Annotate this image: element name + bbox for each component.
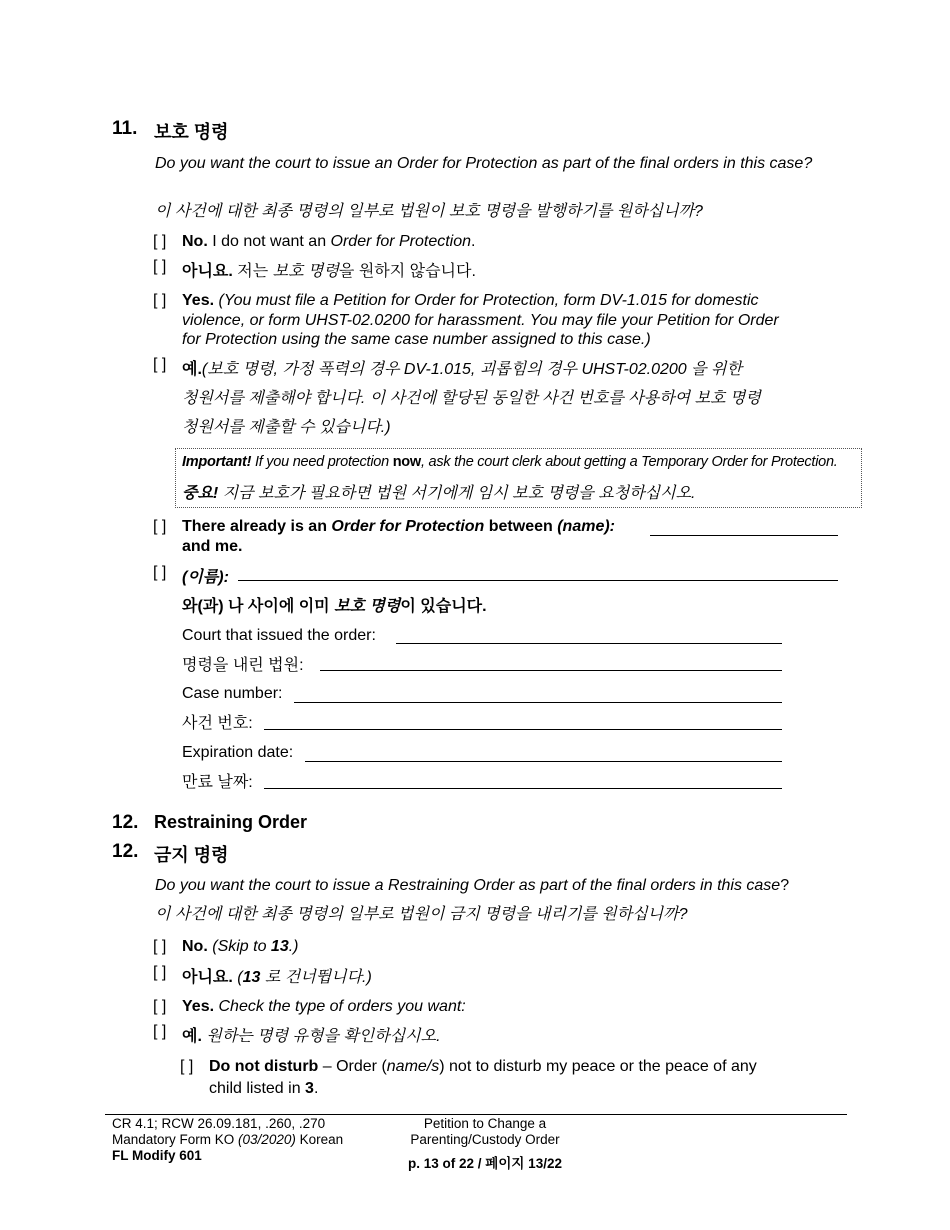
- option-12-do-not-disturb-line2: child listed in 3.: [209, 1080, 319, 1097]
- option-11-already-ko: 와(과) 나 사이에 이미 보호 명령이 있습니다.: [182, 598, 487, 615]
- court-label-en: Court that issued the order:: [182, 627, 376, 644]
- case-label-ko: 사건 번호:: [182, 715, 253, 732]
- expiration-field-en[interactable]: [305, 761, 782, 762]
- option-11-no-ko: 아니요. 저는 보호 명령을 원하지 않습니다.: [182, 263, 476, 280]
- section-11-number: 11.: [112, 118, 138, 139]
- expiration-label-en: Expiration date:: [182, 744, 294, 761]
- footer-form-id: FL Modify 601: [112, 1148, 202, 1163]
- court-label-ko: 명령을 내린 법원:: [182, 657, 304, 674]
- footer-center-line2: Parenting/Custody Order: [410, 1132, 560, 1147]
- important-notice-ko: 중요! 지금 보호가 필요하면 법원 서기에게 임시 보호 명령을 요청하십시오.: [182, 485, 696, 502]
- expiration-label-ko: 만료 날짜:: [182, 774, 253, 791]
- section-12-title-ko: 금지 명령: [154, 845, 229, 865]
- option-11-already-ko-name: (이름):: [182, 569, 229, 586]
- checkbox-12-no-en[interactable]: [ ]: [153, 938, 167, 955]
- section-12-question-en: Do you want the court to issue a Restraining Order as part of the final orders in this case?: [155, 877, 790, 894]
- option-11-yes-ko-line3: 청원서를 제출할 수 있습니다.): [182, 419, 391, 436]
- checkbox-12-no-ko[interactable]: [ ]: [153, 964, 167, 981]
- checkbox-11-no-ko[interactable]: [ ]: [153, 258, 167, 275]
- option-12-do-not-disturb: Do not disturb – Order (name/s) not to disturb my peace or the peace of any: [209, 1058, 757, 1075]
- option-11-yes-en-line2: violence, or form UHST-02.0200 for harassment. You may file your Petition for Order: [182, 312, 779, 329]
- important-notice-en: Important! If you need protection now, ask the court clerk about getting a Temporary Order for Protection.: [182, 454, 838, 470]
- footer-rule: [105, 1114, 847, 1115]
- option-12-no-en: No. (Skip to 13.): [182, 938, 299, 955]
- checkbox-11-already-en[interactable]: [ ]: [153, 518, 167, 535]
- checkbox-11-no-en[interactable]: [ ]: [153, 233, 167, 250]
- name-field-en[interactable]: [650, 535, 838, 536]
- case-field-en[interactable]: [294, 702, 782, 703]
- section-12-question-ko: 이 사건에 대한 최종 명령의 일부로 법원이 금지 명령을 내리기를 원하십니까?: [155, 906, 688, 923]
- footer-left-line1: CR 4.1; RCW 26.09.181, .260, .270: [112, 1116, 326, 1131]
- option-11-yes-en: Yes. (You must file a Petition for Order for Protection, form DV-1.015 for domestic: [182, 292, 759, 309]
- section-12-number-ko: 12.: [112, 841, 139, 862]
- expiration-field-ko[interactable]: [264, 788, 782, 789]
- footer-left-line2: Mandatory Form KO (03/2020) Korean: [112, 1132, 344, 1147]
- option-12-yes-en: Yes. Check the type of orders you want:: [182, 998, 466, 1015]
- option-11-yes-ko: 예.(보호 명령, 가정 폭력의 경우 DV-1.015, 괴롭힘의 경우 UHST-02.0200 을 위한: [182, 361, 742, 378]
- case-label-en: Case number:: [182, 685, 283, 702]
- court-field-en[interactable]: [396, 643, 782, 644]
- checkbox-12-yes-ko[interactable]: [ ]: [153, 1023, 167, 1040]
- section-11-question-ko: 이 사건에 대한 최종 명령의 일부로 법원이 보호 명령을 발행하기를 원하십니까?: [155, 203, 703, 220]
- section-12-title-en: Restraining Order: [154, 812, 308, 832]
- footer-page-number: p. 13 of 22 / 페이지 13/22: [408, 1156, 562, 1171]
- footer-center-line1: Petition to Change a: [423, 1116, 547, 1131]
- court-field-ko[interactable]: [320, 670, 782, 671]
- section-12-number-en: 12.: [112, 812, 139, 833]
- section-11-question-en: Do you want the court to issue an Order for Protection as part of the final orders in this case?: [155, 155, 813, 172]
- option-11-no-en: No. I do not want an Order for Protection.: [182, 233, 476, 250]
- checkbox-11-already-ko[interactable]: [ ]: [153, 564, 167, 581]
- option-11-already-en-line2: and me.: [182, 538, 243, 555]
- option-12-no-ko: 아니요. (13 로 건너뜁니다.): [182, 969, 372, 986]
- section-11-title: 보호 명령: [154, 122, 229, 142]
- option-11-yes-ko-line2: 청원서를 제출해야 합니다. 이 사건에 할당된 동일한 사건 번호를 사용하여 보호 명령: [182, 390, 761, 407]
- option-12-yes-ko: 예. 원하는 명령 유형을 확인하십시오.: [182, 1028, 441, 1045]
- checkbox-11-yes-ko[interactable]: [ ]: [153, 356, 167, 373]
- option-11-yes-en-line3: for Protection using the same case number assigned to this case.): [182, 331, 651, 348]
- checkbox-12-yes-en[interactable]: [ ]: [153, 998, 167, 1015]
- case-field-ko[interactable]: [264, 729, 782, 730]
- name-field-ko[interactable]: [238, 580, 838, 581]
- checkbox-11-yes-en[interactable]: [ ]: [153, 292, 167, 309]
- option-11-already-en: There already is an Order for Protection between (name):: [182, 518, 615, 535]
- checkbox-12-do-not-disturb[interactable]: [ ]: [180, 1058, 194, 1075]
